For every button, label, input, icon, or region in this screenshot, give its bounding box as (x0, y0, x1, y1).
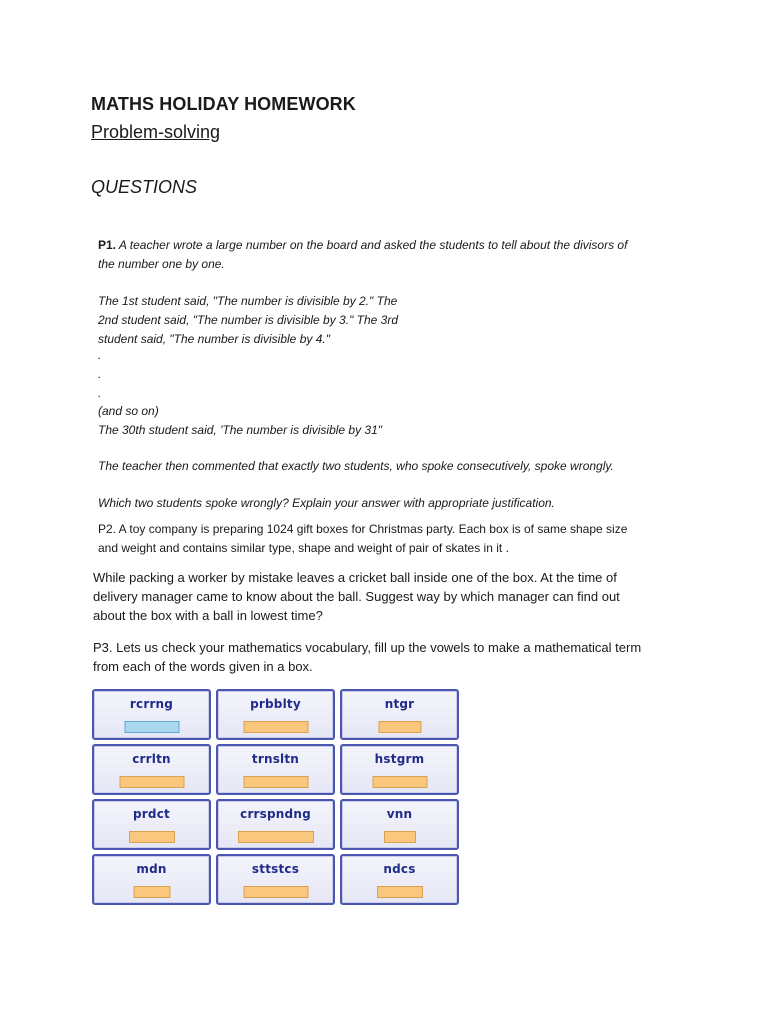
problem-1-text: A teacher wrote a large number on the board and asked the students to tell about the divisors of the number one by one. (98, 238, 628, 271)
ellipsis-dot: . (98, 367, 102, 381)
puzzle-card (92, 744, 211, 795)
ellipsis-dot: . (98, 348, 102, 362)
answer-field[interactable] (372, 776, 427, 788)
problem-1-question: Which two students spoke wrongly? Explain your answer with appropriate justification. (98, 496, 555, 510)
answer-field[interactable] (377, 886, 423, 898)
answer-field[interactable] (243, 721, 308, 733)
statement-line: 2nd student said, "The number is divisible by 3." The 3rd (98, 313, 399, 327)
problem-3 (93, 638, 653, 676)
teacher-comment: The teacher then commented that exactly two students, who spoke consecutively, spoke wrongly. (98, 459, 614, 473)
problem-2-text: P2. A toy company is preparing 1024 gift boxes for Christmas party. Each box is of same shape size and weight and contains similar type, shape and weight of pair of skates in it . (98, 522, 628, 555)
problem-3-text: P3. Lets us check your mathematics vocabulary, fill up the vowels to make a mathematical term from each of the words given in a box. (93, 640, 642, 674)
answer-field[interactable] (133, 886, 170, 898)
puzzle-word: rcrrng (129, 697, 174, 711)
puzzle-word: sttstcs (251, 862, 300, 876)
answer-field[interactable] (119, 776, 184, 788)
answer-field[interactable] (378, 721, 421, 733)
problem-1-label: P1. (98, 238, 117, 252)
puzzle-word: mdn (136, 862, 167, 876)
puzzle-word: ntgr (384, 697, 415, 711)
puzzle-word: crrspndng (240, 807, 311, 821)
puzzle-card (340, 744, 459, 795)
puzzle-word: prbblty (250, 697, 301, 711)
ellipsis-dot: . (98, 386, 102, 400)
puzzle-card (216, 689, 335, 740)
puzzle-card (92, 689, 211, 740)
puzzle-card (216, 854, 335, 905)
puzzle-card (92, 799, 211, 850)
student-30-statement: The 30th student said, 'The number is divisible by 31" (98, 423, 383, 437)
puzzle-card (340, 799, 459, 850)
puzzle-word: vnn (386, 807, 413, 821)
puzzle-word: ndcs (383, 862, 416, 876)
answer-field[interactable] (129, 831, 175, 843)
puzzle-card (216, 799, 335, 850)
statement-line: The 1st student said, "The number is divisible by 2." The (98, 294, 398, 308)
statement-line: student said, "The number is divisible by 4." (98, 332, 330, 346)
puzzle-word: hstgrm (374, 752, 425, 766)
puzzle-card (340, 854, 459, 905)
problem-2-scenario (93, 568, 643, 625)
answer-field[interactable] (384, 831, 416, 843)
answer-field[interactable] (243, 776, 308, 788)
problem-1 (98, 236, 638, 510)
problem-2 (98, 520, 648, 558)
puzzle-word: trnsltn (251, 752, 300, 766)
answer-field[interactable] (238, 831, 314, 843)
puzzle-card (216, 744, 335, 795)
puzzle-card (340, 689, 459, 740)
answer-field[interactable] (124, 721, 179, 733)
problem-1-intro (98, 236, 638, 274)
vowel-puzzle-grid (92, 689, 459, 905)
puzzle-card (92, 854, 211, 905)
page-title: MATHS HOLIDAY HOMEWORK (91, 94, 356, 114)
puzzle-word: crrltn (132, 752, 171, 766)
student-statements (98, 292, 398, 349)
answer-field[interactable] (243, 886, 308, 898)
puzzle-word: prdct (133, 807, 170, 821)
section-heading: QUESTIONS (91, 177, 198, 197)
page-subtitle: Problem-solving (91, 122, 221, 142)
and-so-on: (and so on) (98, 404, 159, 418)
packing-text: While packing a worker by mistake leaves a cricket ball inside one of the box. At the time of delivery manager came to know about the ball. Suggest way by which manager can find out about the box with a ball in lowest time? (93, 570, 620, 623)
